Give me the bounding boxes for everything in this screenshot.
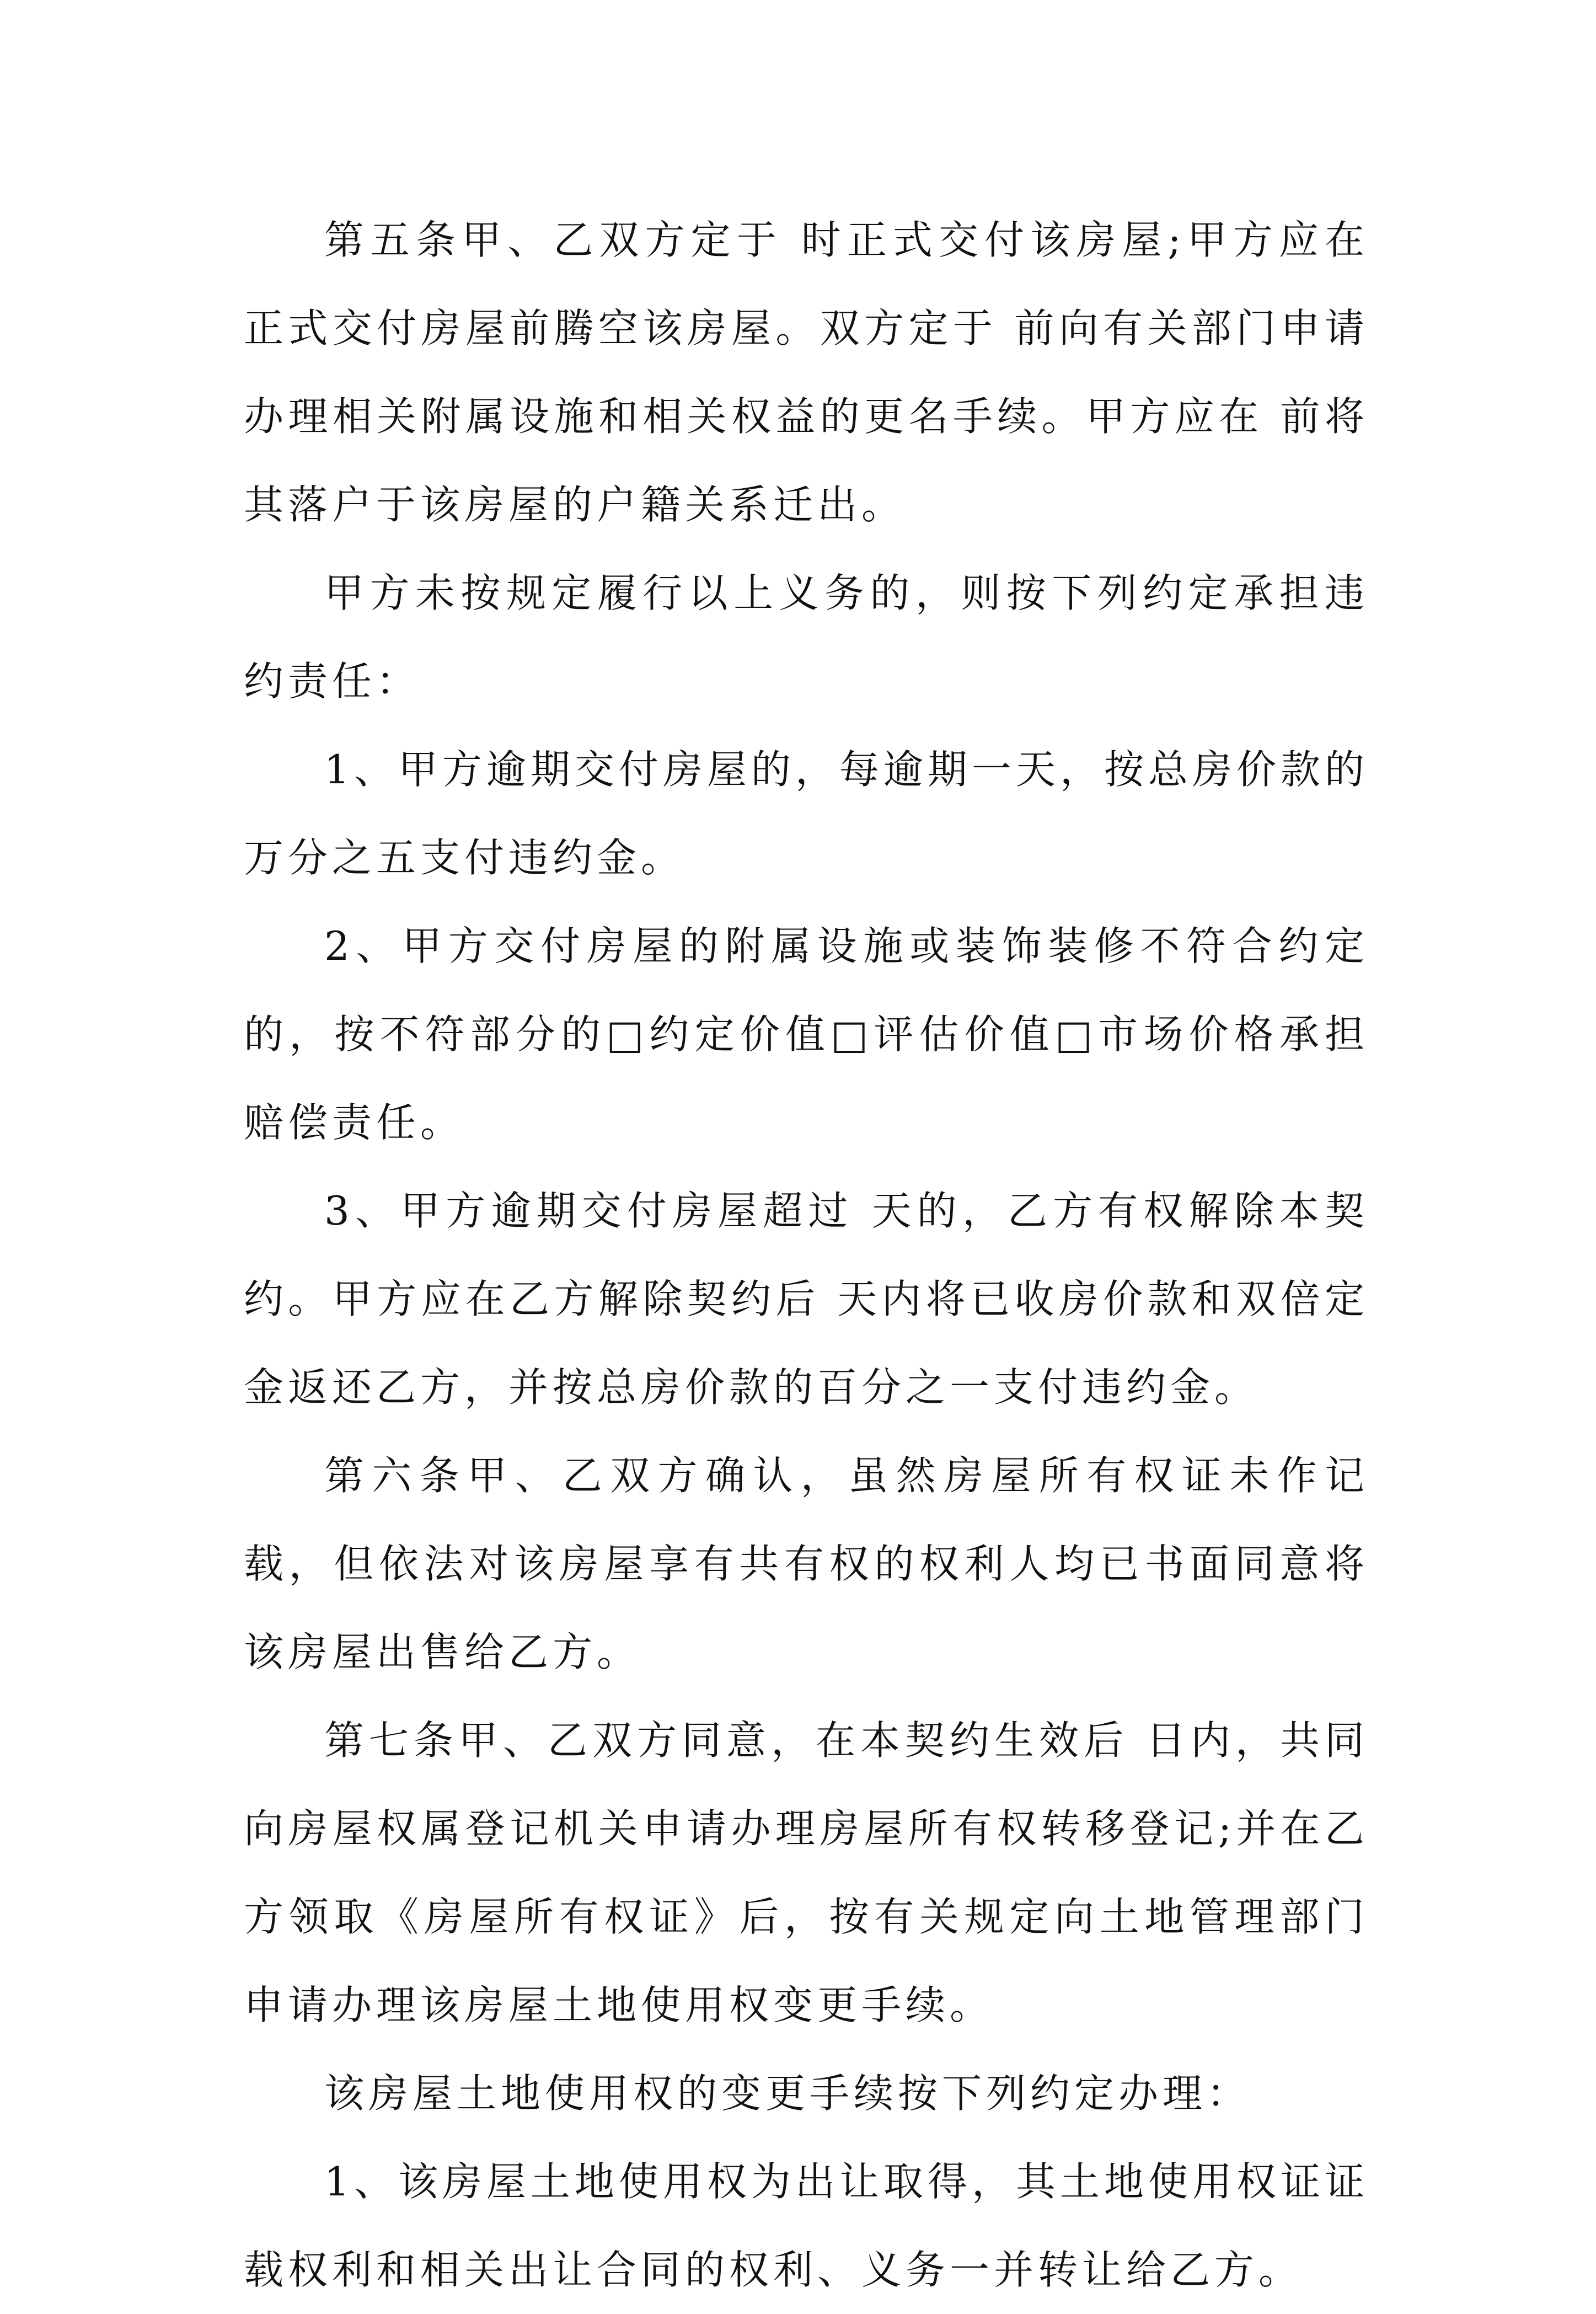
paragraph-breach-intro: 甲方未按规定履行以上义务的，则按下列约定承担违约责任： (244, 570, 1369, 704)
paragraph-article-6: 第六条甲、乙双方确认，虽然房屋所有权证未作记载，但依法对该房屋享有共有权的权利人均已书面同意将该房屋出售给乙方。 (244, 1452, 1369, 1675)
paragraph-breach-item-3: 3、甲方逾期交付房屋超过 天的，乙方有权解除本契约。甲方应在乙方解除契约后 天内将已收房价款和双倍定金返还乙方，并按总房价款的百分之一支付违约金。 (244, 1188, 1369, 1410)
paragraph-article-7: 第七条甲、乙双方同意，在本契约生效后 日内，共同向房屋权属登记机关申请办理房屋所有权转移登记;并在乙方领取《房屋所有权证》后，按有关规定向土地管理部门申请办理该房屋土地使用权变更手续。 (244, 1717, 1369, 2028)
document-body (244, 196, 1369, 2314)
paragraph-land-use-intro: 该房屋土地使用权的变更手续按下列约定办理： (324, 2070, 1251, 2117)
paragraph-breach-item-1: 1、甲方逾期交付房屋的，每逾期一天，按总房价款的万分之五支付违约金。 (244, 746, 1369, 881)
paragraph-breach-item-2: 2、甲方交付房屋的附属设施或装饰装修不符合约定的，按不符部分的□约定价值□评估价值□市场价格承担赔偿责任。 (244, 923, 1369, 1146)
paragraph-land-use-item-1: 1、该房屋土地使用权为出让取得，其土地使用权证证载权利和相关出让合同的权利、义务一并转让给乙方。 (244, 2158, 1369, 2293)
paragraph-article-5: 第五条甲、乙双方定于 时正式交付该房屋;甲方应在正式交付房屋前腾空该房屋。双方定于 前向有关部门申请办理相关附属设施和相关权益的更名手续。甲方应在 前将其落户于该房屋的户籍关系迁出。 (244, 217, 1369, 528)
